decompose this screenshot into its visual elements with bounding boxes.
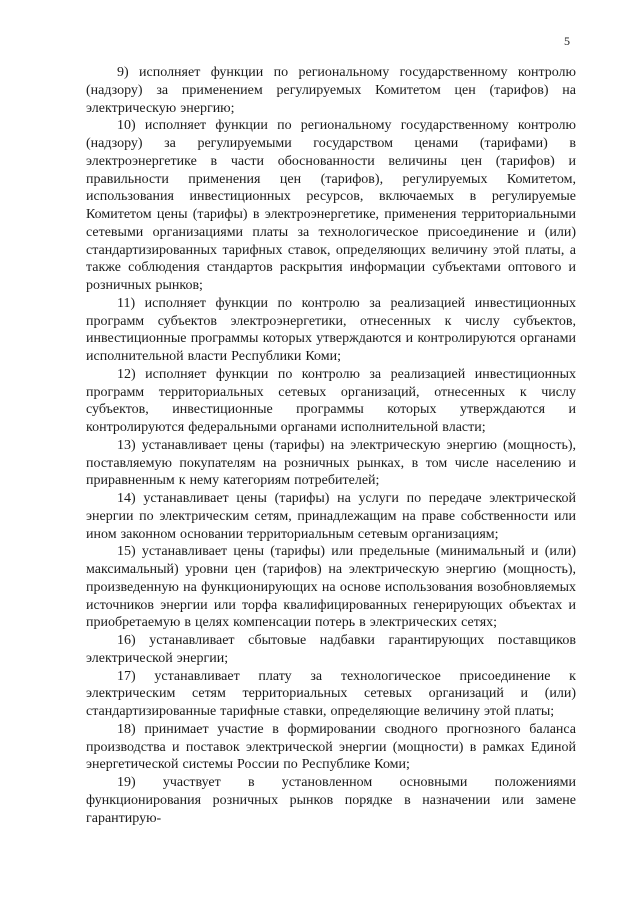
paragraph-item-19: 19) участвует в установленном основными положениями функционирования розничных рынков порядке в назначении или замене гарантирую-: [86, 775, 576, 826]
paragraph-item-11: 11) исполняет функции по контролю за реализацией инвестиционных программ субъектов электроэнергетики, отнесенных к числу субъектов, инвестиционные программы которых утверждаются и контролируются органами исполнительной власти Республики Коми;: [86, 295, 576, 364]
paragraph-item-14: 14) устанавливает цены (тарифы) на услуги по передаче электрической энергии по электрическим сетям, принадлежащим на праве собственности или ином законном основании территориальным сетевым организациям;: [86, 491, 576, 542]
paragraph-item-12: 12) исполняет функции по контролю за реализацией инвестиционных программ территориальных сетевых организаций, отнесенных к числу субъектов, инвестиционные программы которых утверждаются и контролируются федеральными органами исполнительной власти;: [86, 366, 576, 435]
paragraph-item-18: 18) принимает участие в формировании сводного прогнозного баланса производства и поставок электрической энергии (мощности) в рамках Единой энергетической системы России по Республике Коми;: [86, 721, 576, 773]
paragraph-item-13: 13) устанавливает цены (тарифы) на электрическую энергию (мощность), поставляемую покупателям на розничных рынках, в том числе населению и приравненным к нему категориям потребителей;: [86, 437, 576, 489]
paragraph-item-17: 17) устанавливает плату за технологическое присоединение к электрическим сетям территориальных сетевых организаций и (или) стандартизированные тарифные ставки, определяющие величину этой платы;: [86, 668, 576, 719]
page-number: 5: [564, 34, 570, 48]
paragraph-item-10: 10) исполняет функции по региональному государственному контролю (надзору) за регулируемыми государством ценами (тарифами) в электроэнергетике в части обоснованности величины цен (тарифов) и правильности применения цен (тарифов), регулируемых Комитетом, использования инвестиционных ресурсов, включаемых в регулируемые Комитетом цены (тарифы) в электроэнергетике, применения территориальными сетевыми организациями платы за технологическое присоединение и (или) стандартизированных тарифных ставок, определяющих величину этой платы, а также соблюдения стандартов раскрытия информации субъектами оптового и розничных рынков;: [86, 118, 576, 293]
paragraph-item-9: 9) исполняет функции по региональному государственному контролю (надзору) за применением регулируемых Комитетом цен (тарифов) на электрическую энергию;: [86, 65, 576, 116]
paragraph-item-15: 15) устанавливает цены (тарифы) или предельные (минимальный и (или) максимальный) уровни цен (тарифов) на электрическую энергию (мощность), произведенную на функционирующих на основе использования возобновляемых источников энергии или торфа квалифицированных генерирующих объектах и приобретаемую в целях компенсации потерь в электрических сетях;: [86, 544, 576, 631]
document-body: [86, 64, 576, 827]
paragraph-item-16: 16) устанавливает сбытовые надбавки гарантирующих поставщиков электрической энергии;: [86, 633, 576, 666]
